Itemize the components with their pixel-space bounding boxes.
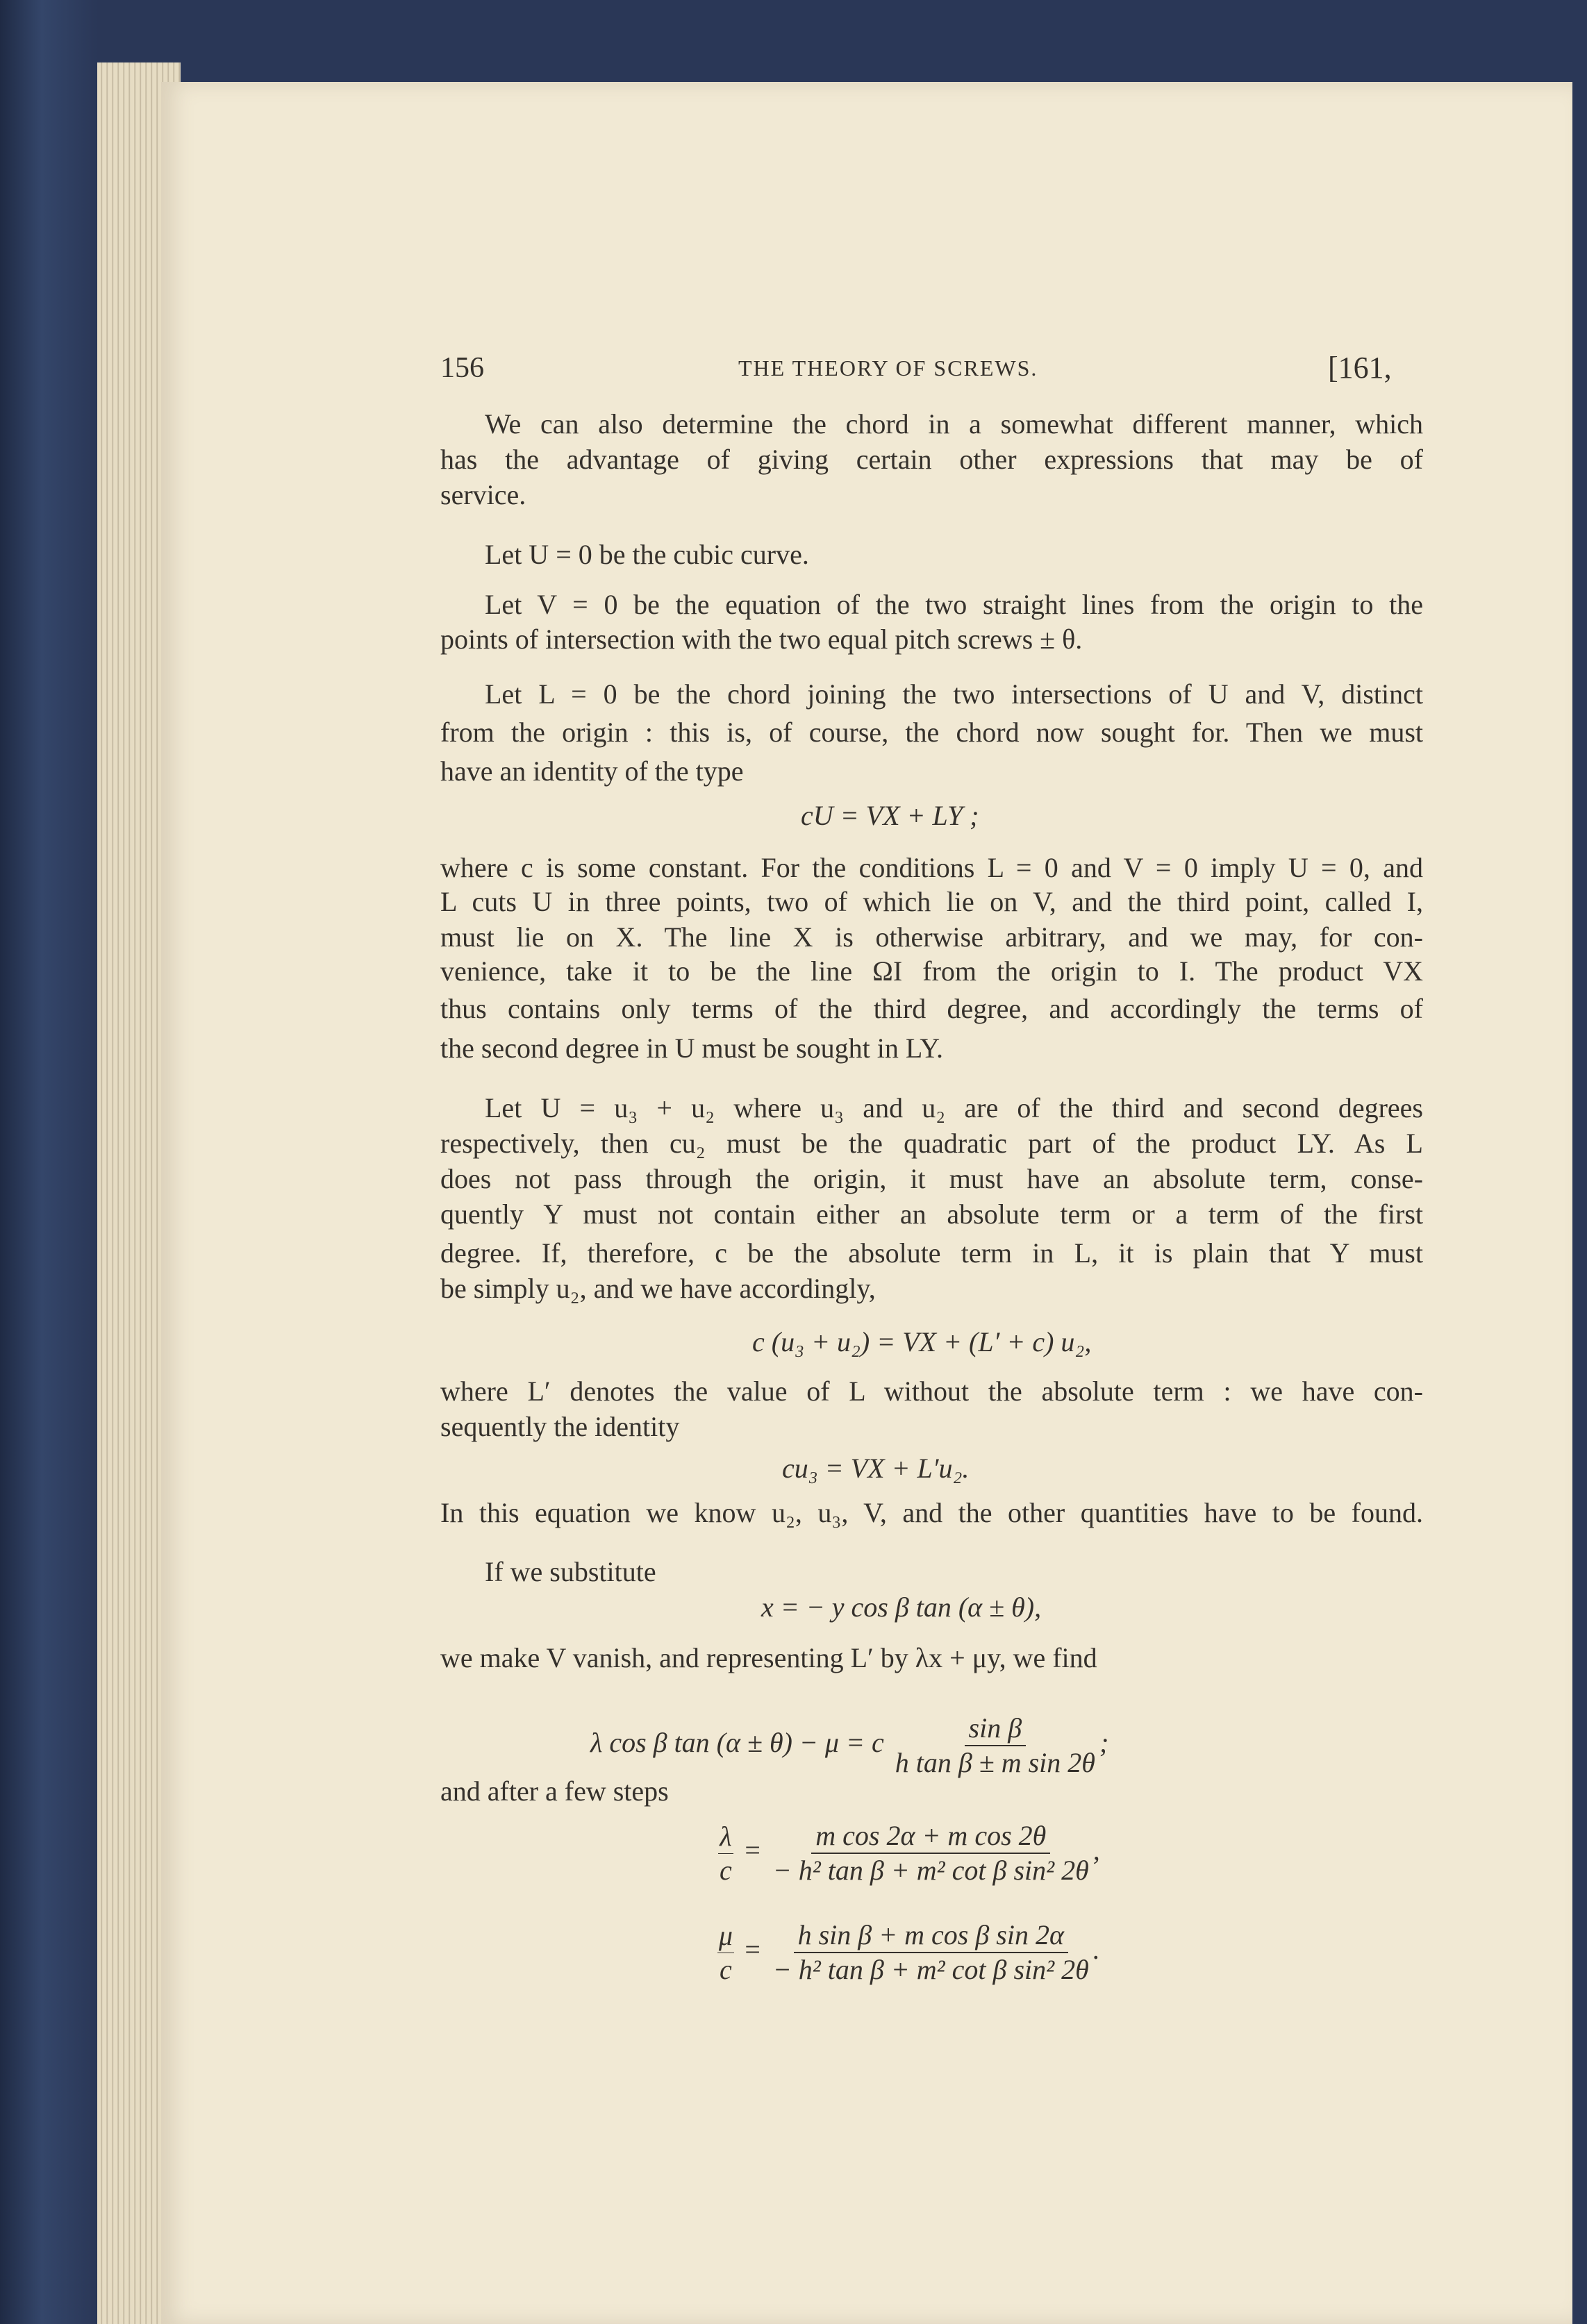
page-number: 156 [440, 352, 484, 384]
text-line: venience, take it to be the line ΩI from the origin to I. The product VX [440, 955, 1423, 987]
equation-punctuation: , [1092, 1834, 1100, 1866]
denominator: − h² tan β + m² cot β sin² 2θ [772, 1855, 1089, 1886]
text-line: thus contains only terms of the third degree, and accordingly the terms of [440, 993, 1423, 1024]
text-line: points of intersection with the two equal pitch screws ± θ. [440, 624, 1083, 655]
paragraph-2: Let U = 0 be the cubic curve. [485, 539, 809, 570]
text-line: where c is some constant. For the conditions L = 0 and V = 0 imply U = 0, and [440, 852, 1423, 883]
numerator: m cos 2α + m cos 2θ [811, 1819, 1050, 1854]
denominator: c [720, 1854, 732, 1886]
equation-lambda-mu [590, 1712, 1109, 1778]
text-line: the second degree in U must be sought in LY. [440, 1033, 944, 1064]
text-line: from the origin : this is, of course, the chord now sought for. Then we must [440, 717, 1423, 748]
equation-substituted-identity: c (u₃ + u₂) = VX + (L′ + c) u₂, [752, 1326, 1092, 1357]
text-line: where L′ denotes the value of L without the absolute term : we have con- [440, 1376, 1423, 1407]
section-reference: [161, [1328, 351, 1392, 385]
text-line: Let U = u₃ + u₂ where u₃ and u₂ are of the third and second degrees [485, 1092, 1423, 1123]
equation-identity: cU = VX + LY ; [801, 800, 979, 831]
paragraph-10: we make V vanish, and representing L′ by λx + μy, we find [440, 1642, 1097, 1673]
text-line: be simply u₂, and we have accordingly, [440, 1273, 876, 1304]
equation-punctuation: . [1092, 1934, 1100, 1966]
text-line: has the advantage of giving certain other expressions that may be of [440, 444, 1423, 475]
running-title: THE THEORY OF SCREWS. [738, 356, 1038, 381]
text-line: must lie on X. The line X is otherwise arbitrary, and we may, for con- [440, 921, 1423, 953]
fraction [891, 1712, 1099, 1780]
rhs-fraction [769, 1918, 1093, 1987]
text-line: does not pass through the origin, it must have an absolute term, conse- [440, 1163, 1423, 1194]
text-line: We can also determine the chord in a somewhat different manner, which [485, 408, 1423, 440]
paragraph-11: and after a few steps [440, 1775, 669, 1807]
paragraph-8: In this equation we know u₂, u₃, V, and the other quantities have to be found. [440, 1497, 1423, 1528]
numerator: λ [718, 1820, 733, 1854]
text-line: respectively, then cu₂ must be the quadratic part of the product LY. As L [440, 1128, 1423, 1159]
text-line: degree. If, therefore, c be the absolute term in L, it is plain that Y must [440, 1237, 1423, 1269]
paragraph-9: If we substitute [485, 1556, 656, 1587]
text-line: service. [440, 479, 526, 510]
denominator: h tan β ± m sin 2θ [895, 1747, 1095, 1778]
equation-substitution: x = − y cos β tan (α ± θ), [761, 1591, 1042, 1623]
text-line: Let L = 0 be the chord joining the two intersections of U and V, distinct [485, 678, 1423, 710]
lhs-fraction [715, 1919, 736, 1987]
equation-cubic-identity: cu₃ = VX + L′u₂. [782, 1453, 970, 1484]
numerator: sin β [965, 1712, 1027, 1746]
equation-lambda-over-c: $\frac{\lambda}{c}$ = $\frac{\text{m cos 2α + m cos 2θ}}{\text{− h² tan β + m² cot β sin² 2θ}}$ , [715, 1819, 1100, 1854]
text-line: quently Y must not contain either an absolute term or a term of the first [440, 1198, 1423, 1230]
denominator: − h² tan β + m² cot β sin² 2θ [772, 1954, 1089, 1985]
text-line: Let V = 0 be the equation of the two straight lines from the origin to the [485, 589, 1423, 620]
numerator: μ [717, 1919, 734, 1953]
text-line: sequently the identity [440, 1411, 680, 1442]
numerator: h sin β + m cos β sin 2α [794, 1918, 1068, 1953]
equation-mu-over-c: $\frac{\mu}{c}$ = $\frac{\text{h sin β + m cos β sin 2α}}{\text{− h² tan β + m² cot β sin² 2θ}}$ . [715, 1918, 1100, 1953]
text-line: L cuts U in three points, two of which lie on V, and the third point, called I, [440, 886, 1423, 917]
denominator: c [720, 1953, 732, 1985]
lhs-fraction [715, 1820, 736, 1887]
rhs-fraction [769, 1819, 1093, 1887]
equation-lhs: λ cos β tan (α ± θ) − μ = c [590, 1727, 884, 1759]
equation-punctuation: ; [1099, 1727, 1109, 1759]
text-line: have an identity of the type [440, 755, 744, 787]
